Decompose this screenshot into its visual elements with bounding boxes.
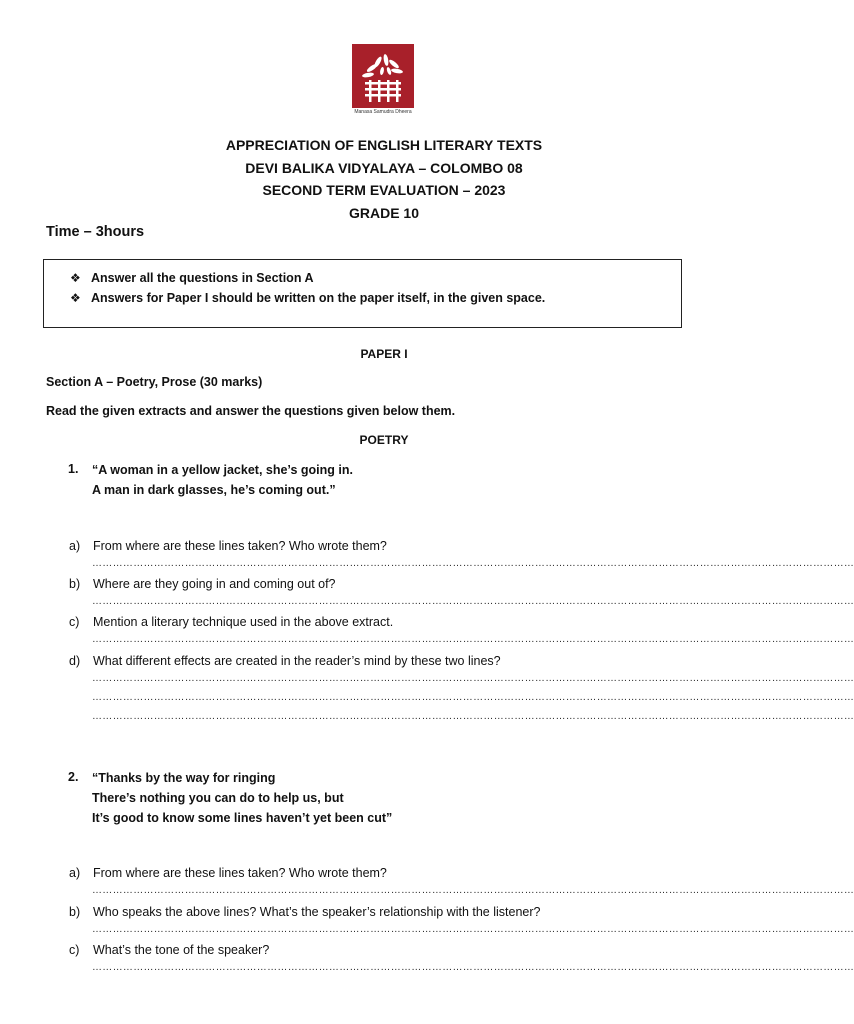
answer-line[interactable]: …………………………………………………………………………………………………………………………………………………………………………………………………… [92,924,854,935]
question-number: 1. [68,462,79,476]
instructions-box [43,259,682,328]
answer-line[interactable]: …………………………………………………………………………………………………………………………………………………………………………………………………… [92,596,854,607]
question-1-extract: “A woman in a yellow jacket, she’s going in. A man in dark glasses, he’s coming out.” [92,463,353,497]
instruction-item: ❖ Answers for Paper I should be written on the paper itself, in the given space. [70,289,681,309]
title-line-grade: GRADE 10 [348,204,420,221]
title-line-subject: APPRECIATION OF ENGLISH LITERARY TEXTS [225,137,543,153]
diamond-bullet-icon: ❖ [70,271,81,285]
answer-line[interactable]: …………………………………………………………………………………………………………………………………………………………………………………………………… [92,634,854,645]
answer-line[interactable]: …………………………………………………………………………………………………………………………………………………………………………………………………… [92,711,854,722]
school-crest-icon [352,44,414,108]
answer-line[interactable]: …………………………………………………………………………………………………………………………………………………………………………………………………… [92,673,854,684]
question-number: 2. [68,770,79,784]
page-title [0,134,768,224]
directive: Read the given extracts and answer the questions given below them. [46,404,456,418]
paper-heading: PAPER I [360,347,408,361]
time-allowed: Time – 3hours [46,224,145,240]
instruction-item: ❖ Answer all the questions in Section A [70,269,681,289]
answer-line[interactable]: …………………………………………………………………………………………………………………………………………………………………………………………………… [92,558,854,569]
answer-line[interactable]: …………………………………………………………………………………………………………………………………………………………………………………………………… [92,885,854,896]
section-heading: Section A – Poetry, Prose (30 marks) [46,375,263,389]
title-line-term: SECOND TERM EVALUATION – 2023 [262,182,506,198]
question-2-extract: “Thanks by the way for ringing There’s nothing you can do to help us, but It’s good to know some lines haven’t yet been cut” [92,771,393,825]
title-line-school: DEVI BALIKA VIDYALAYA – COLOMBO 08 [245,159,523,176]
sub-question: c) Mention a literary technique used in the above extract. [69,615,394,629]
diamond-bullet-icon: ❖ [70,290,81,305]
logo-motto: Manasa Samudra Dheera [354,109,412,115]
sub-question: c) What’s the tone of the speaker? [69,943,270,957]
sub-question: a) From where are these lines taken? Who wrote them? [69,866,387,880]
answer-line[interactable]: …………………………………………………………………………………………………………………………………………………………………………………………………… [92,692,854,703]
sub-question: b) Who speaks the above lines? What’s the speaker’s relationship with the listener? [69,905,541,919]
sub-question: a) From where are these lines taken? Who wrote them? [69,539,387,553]
sub-question: b) Where are they going in and coming out of? [69,577,336,591]
genre-heading: POETRY [359,433,409,447]
school-logo [352,44,414,116]
sub-question: d) What different effects are created in the reader’s mind by these two lines? [69,654,501,668]
answer-line[interactable]: …………………………………………………………………………………………………………………………………………………………………………………………………… [92,962,854,973]
